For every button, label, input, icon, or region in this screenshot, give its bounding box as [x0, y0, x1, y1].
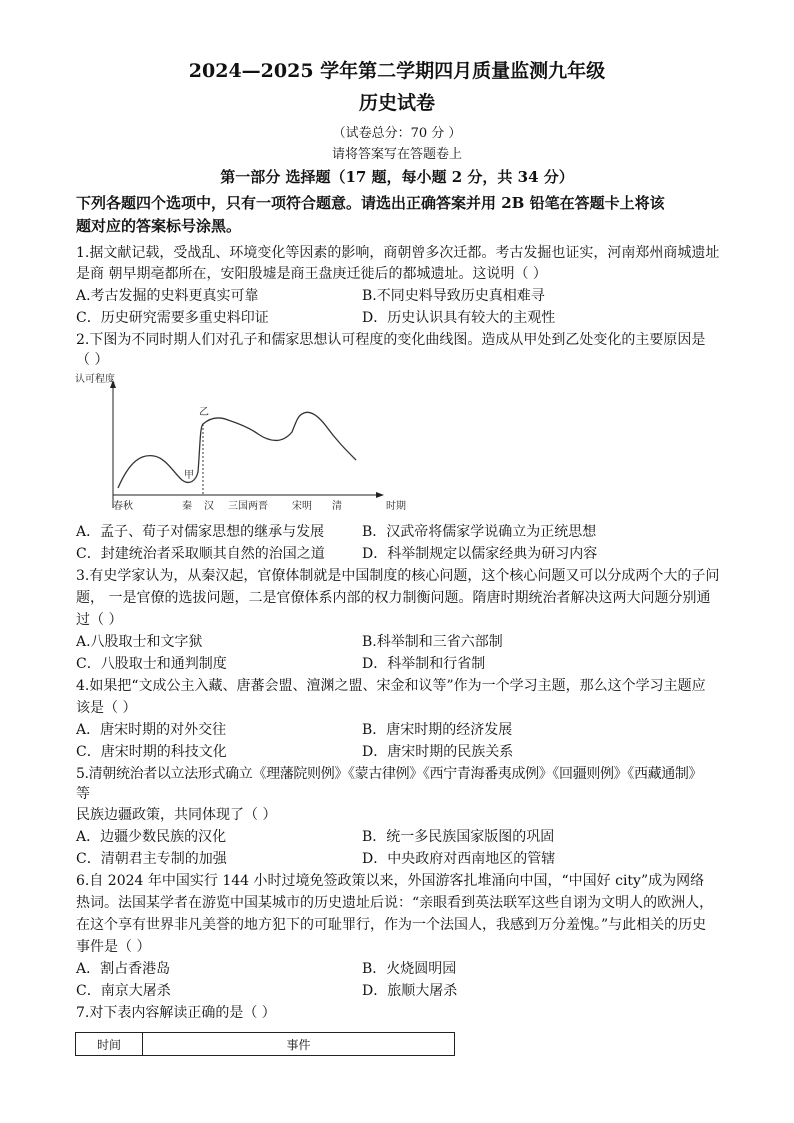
q2-option-b: B．汉武帝将儒家学说确立为正统思想: [362, 524, 597, 540]
q5-stem-3: 民族边疆政策，共同体现了（ ）: [76, 807, 277, 823]
q3-option-c: C．八股取士和通判制度: [76, 656, 227, 672]
recognition-curve: [118, 412, 356, 488]
q3-stem-3: 过（ ）: [76, 612, 123, 628]
answer-note: 请将答案写在答题卷上: [331, 147, 462, 162]
q5-stem-1: 5.清朝统治者以立法形式确立《理藩院则例》《蒙古律例》《西宁青海番夷成例》《回疆则例》《西藏通制》: [76, 766, 703, 782]
q4-option-c: C．唐宋时期的科技文化: [76, 744, 227, 760]
q2-option-d: D．科举制规定以儒家经典为研习内容: [362, 546, 598, 562]
tick-label-qin: 秦: [182, 501, 192, 512]
recognition-chart: [70, 368, 420, 518]
q7-stem: 7.对下表内容解读正确的是（ ）: [76, 1005, 276, 1021]
q1-option-a: A.考古发掘的史料更真实可靠: [76, 288, 259, 304]
q4-option-a: A．唐宋时期的对外交往: [76, 722, 227, 738]
q3-option-a: A.八股取士和文字狱: [76, 634, 203, 650]
table-header-row: [76, 1033, 455, 1056]
q5-option-b: B．统一多民族国家版图的巩固: [362, 829, 555, 845]
q4-stem-2: 该是（ ）: [76, 700, 137, 716]
label-yi: 乙: [199, 407, 209, 418]
q6-stem-1: 6.自 2024 年中国实行 144 小时过境免签政策以来，外国游客扎堆涌向中国，“中国好 city”成为网络: [76, 873, 705, 889]
q2-stem-1: 2.下图为不同时期人们对孔子和儒家思想认可程度的变化曲线图。造成从甲处到乙处变化的主要原因是: [76, 332, 706, 348]
total-score: （试卷总分：70 分 ）: [332, 126, 462, 141]
q3-stem-2: 题， 一是官僚的选拔问题，二是官僚体系内部的权力制衡问题。隋唐时期统治者解决这两大问题分别通: [76, 590, 711, 606]
q5-stem-2: 等: [76, 786, 90, 802]
q6-stem-4: 事件是（ ）: [76, 939, 151, 955]
q1-option-b: B.不同史料导致历史真相难寻: [362, 288, 545, 304]
q6-option-b: B．火烧圆明园: [362, 961, 457, 977]
q2-option-c: C．封建统治者采取顺其自然的治国之道: [76, 546, 325, 562]
q5-option-c: C．清朝君主专制的加强: [76, 851, 227, 867]
q7-table: [75, 1032, 455, 1056]
label-jia: 甲: [184, 470, 194, 481]
q1-option-c: C．历史研究需要多重史料印证: [76, 310, 269, 326]
q3-option-b: B.科举制和三省六部制: [362, 634, 503, 650]
q1-stem-2: 是商 朝早期亳都所在，安阳殷墟是商王盘庚迁徙后的都城遗址。这说明（ ）: [76, 266, 547, 282]
q6-stem-2: 热词。法国某学者在游览中国某城市的历史遗址后说：“亲眼看到英法联军这些自诩为文明人的欧洲人，: [76, 895, 714, 911]
tick-label-qing: 清: [332, 501, 342, 512]
y-axis-label: 认可程度: [75, 374, 115, 385]
q1-option-d: D．历史认识具有较大的主观性: [362, 310, 556, 326]
tick-label-han: 汉: [204, 501, 214, 512]
q3-stem-1: 3.有史学家认为，从秦汉起，官僚体制就是中国制度的核心问题，这个核心问题又可以分成两个大的子问: [76, 568, 720, 584]
exam-subtitle: 历史试卷: [358, 92, 435, 114]
q5-option-a: A．边疆少数民族的汉化: [76, 829, 227, 845]
instruction-line-2: 题对应的答案标号涂黑。: [76, 217, 242, 235]
q2-option-a: A．孟子、荀子对儒家思想的继承与发展: [76, 524, 325, 540]
tick-label-chunqiu: 春秋: [113, 501, 133, 512]
tick-label-sanguoliangjin: 三国两晋: [228, 501, 268, 512]
exam-title: 2024—2025 学年第二学期四月质量监测九年级: [188, 60, 606, 82]
q5-option-d: D．中央政府对西南地区的管辖: [362, 851, 556, 867]
table-header-event: 事件: [143, 1033, 455, 1056]
q6-option-c: C．南京大屠杀: [76, 983, 171, 999]
q4-option-b: B．唐宋时期的经济发展: [362, 722, 513, 738]
q3-option-d: D．科举制和行省制: [362, 656, 486, 672]
x-axis-arrow: [376, 492, 384, 498]
q4-stem-1: 4.如果把“文成公主入藏、唐蕃会盟、澶渊之盟、宋金和议等”作为一个学习主题，那么这个学习主题应: [76, 678, 706, 694]
section-title: 第一部分 选择题（17 题，每小题 2 分，共 34 分）: [220, 168, 574, 186]
q2-stem-2: （ ）: [76, 352, 109, 368]
tick-label-songming: 宋明: [292, 501, 312, 512]
instruction-line-1: 下列各题四个选项中，只有一项符合题意。请选出正确答案并用 2B 铅笔在答题卡上将该: [76, 194, 665, 212]
q1-stem-1: 1.据文献记载，受战乱、环境变化等因素的影响，商朝曾多次迁都。考古发掘也证实，河南郑州商城遗址: [76, 245, 720, 261]
q4-option-d: D．唐宋时期的民族关系: [362, 744, 514, 760]
q6-option-d: D．旅顺大屠杀: [362, 983, 458, 999]
q6-stem-3: 在这个享有世界非凡美誉的地方犯下的可耻罪行，作为一个法国人，我感到万分羞愧。”与此相关的历史: [76, 917, 707, 933]
q6-option-a: A．割占香港岛: [76, 961, 171, 977]
x-axis-label: 时期: [386, 501, 406, 512]
table-header-time: 时间: [76, 1033, 143, 1056]
